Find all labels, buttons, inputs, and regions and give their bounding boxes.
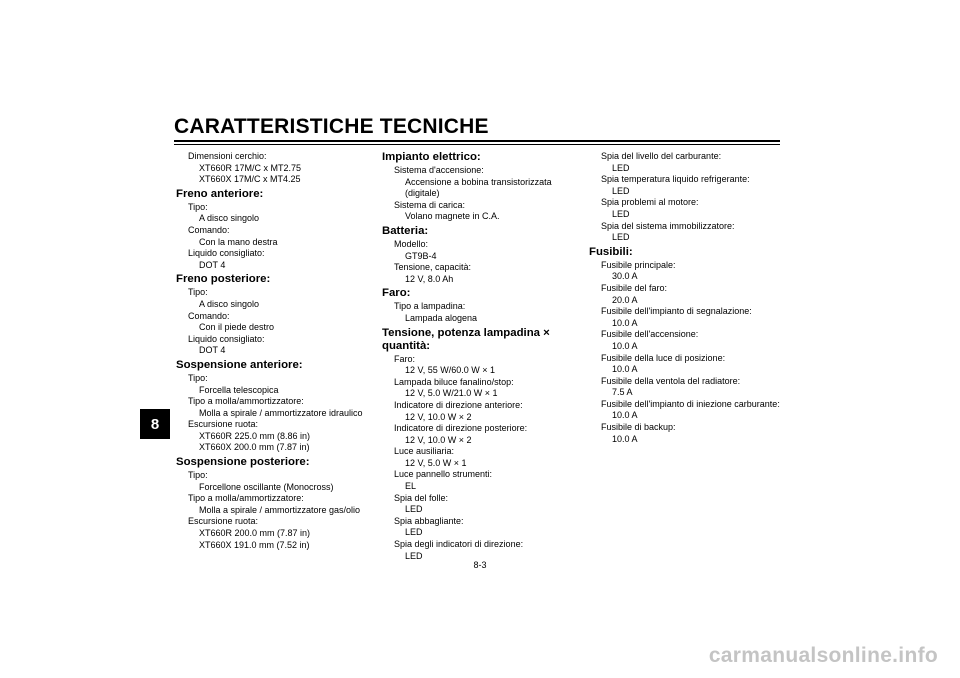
spec-value: LED bbox=[405, 504, 423, 515]
spec-value: Forcella telescopica bbox=[199, 384, 279, 395]
spec-label: Indicatore di direzione anteriore: bbox=[394, 399, 523, 410]
spec-value: XT660X 200.0 mm (7.87 in) bbox=[199, 442, 310, 453]
spec-label: Sistema di carica: bbox=[394, 199, 466, 210]
section-heading: Freno anteriore: bbox=[176, 187, 264, 200]
spec-value: 12 V, 5.0 W × 1 bbox=[405, 457, 467, 468]
spec-label: Tipo: bbox=[188, 201, 208, 212]
section-heading: Tensione, potenza lampadina × quantità: bbox=[382, 326, 550, 352]
spec-value: XT660R 225.0 mm (8.86 in) bbox=[199, 430, 311, 441]
section-heading: Sospensione posteriore: bbox=[176, 456, 310, 469]
title-rule-thin bbox=[174, 144, 780, 145]
spec-label: Comando: bbox=[188, 224, 230, 235]
spec-value: A disco singolo bbox=[199, 213, 260, 224]
spec-value: Forcellone oscillante (Monocross) bbox=[199, 481, 334, 492]
spec-label: Faro: bbox=[394, 353, 416, 364]
spec-value: XT660X 17M/C x MT4.25 bbox=[199, 174, 301, 185]
spec-value: XT660X 191.0 mm (7.52 in) bbox=[199, 539, 310, 550]
spec-value: 12 V, 5.0 W/21.0 W × 1 bbox=[405, 388, 498, 399]
spec-label: Tipo: bbox=[188, 372, 208, 383]
spec-value: 12 V, 10.0 W × 2 bbox=[405, 434, 472, 445]
spec-value: 10.0 A bbox=[612, 317, 638, 328]
section-heading: Batteria: bbox=[382, 224, 429, 237]
spec-value: DOT 4 bbox=[199, 259, 226, 270]
spec-label: Fusibile dell'accensione: bbox=[601, 329, 699, 340]
spec-value: Con la mano destra bbox=[199, 236, 278, 247]
spec-label: Spia problemi al motore: bbox=[601, 197, 699, 208]
spec-value: Volano magnete in C.A. bbox=[405, 211, 500, 222]
spec-value: Molla a spirale / ammortizzatore gas/olio bbox=[199, 504, 361, 515]
section-heading: Faro: bbox=[382, 287, 411, 300]
spec-value: A disco singolo bbox=[199, 298, 260, 309]
spec-label: Tipo a lampadina: bbox=[394, 301, 466, 312]
section-heading: Sospensione anteriore: bbox=[176, 358, 303, 371]
spec-column-3 bbox=[589, 151, 789, 445]
spec-value: LED bbox=[612, 185, 630, 196]
spec-label: Lampada biluce fanalino/stop: bbox=[394, 376, 514, 387]
spec-value: 30.0 A bbox=[612, 271, 638, 282]
spec-value: LED bbox=[405, 527, 423, 538]
page-title: CARATTERISTICHE TECNICHE bbox=[174, 115, 489, 138]
spec-label: Spia abbagliante: bbox=[394, 515, 464, 526]
spec-label: Dimensioni cerchio: bbox=[188, 151, 267, 161]
section-heading: Freno posteriore: bbox=[176, 273, 271, 286]
spec-label: Indicatore di direzione posteriore: bbox=[394, 423, 528, 434]
section-heading: Impianto elettrico: bbox=[382, 151, 481, 163]
page-number: 8-3 bbox=[473, 560, 487, 570]
spec-value: DOT 4 bbox=[199, 345, 226, 356]
spec-label: Fusibile dell'impianto di iniezione carburante: bbox=[601, 398, 780, 409]
spec-value: 12 V, 10.0 W × 2 bbox=[405, 411, 472, 422]
spec-label: Tensione, capacità: bbox=[394, 262, 472, 273]
spec-value: 20.0 A bbox=[612, 294, 638, 305]
spec-label: Escursione ruota: bbox=[188, 419, 259, 430]
spec-value: LED bbox=[405, 550, 423, 561]
spec-value: Accensione a bobina transistorizzata bbox=[405, 176, 552, 187]
spec-value: 10.0 A bbox=[612, 364, 638, 375]
spec-value: 10.0 A bbox=[612, 340, 638, 351]
spec-label: Fusibile principale: bbox=[601, 259, 676, 270]
watermark: carmanualsonline.info bbox=[708, 644, 938, 667]
chapter-tab: 8 bbox=[140, 409, 170, 439]
spec-label: Spia degli indicatori di direzione: bbox=[394, 539, 524, 550]
spec-value: XT660R 200.0 mm (7.87 in) bbox=[199, 528, 311, 539]
spec-value: Molla a spirale / ammortizzatore idraulico bbox=[199, 407, 363, 418]
spec-label: Fusibile di backup: bbox=[601, 422, 676, 433]
spec-label: Escursione ruota: bbox=[188, 516, 259, 527]
spec-label: Spia del sistema immobilizzatore: bbox=[601, 220, 735, 231]
spec-value: LED bbox=[612, 208, 630, 219]
spec-value: 12 V, 8.0 Ah bbox=[405, 273, 454, 284]
spec-column-2 bbox=[382, 151, 582, 562]
spec-label: Fusibile dell'impianto di segnalazione: bbox=[601, 306, 752, 317]
spec-label: Tipo: bbox=[188, 470, 208, 481]
spec-value: 7.5 A bbox=[612, 387, 633, 398]
spec-label: Tipo: bbox=[188, 287, 208, 298]
spec-label: Modello: bbox=[394, 238, 429, 249]
section-heading: Fusibili: bbox=[589, 245, 633, 258]
spec-value: 10.0 A bbox=[612, 433, 638, 444]
spec-label: Comando: bbox=[188, 310, 230, 321]
spec-value: XT660R 17M/C x MT2.75 bbox=[199, 162, 302, 173]
spec-label: Luce ausiliaria: bbox=[394, 446, 455, 457]
spec-value: Con il piede destro bbox=[199, 322, 275, 333]
spec-value: LED bbox=[612, 162, 630, 173]
spec-value: Lampada alogena bbox=[405, 312, 478, 323]
spec-label: Liquido consigliato: bbox=[188, 333, 265, 344]
spec-value: 10.0 A bbox=[612, 410, 638, 421]
spec-value: LED bbox=[612, 232, 630, 243]
spec-label: Tipo a molla/ammortizzatore: bbox=[188, 493, 304, 504]
spec-label: Fusibile della ventola del radiatore: bbox=[601, 375, 741, 386]
spec-label: Spia del livello del carburante: bbox=[601, 151, 722, 161]
spec-label: Fusibile della luce di posizione: bbox=[601, 352, 726, 363]
spec-label: Fusibile del faro: bbox=[601, 282, 668, 293]
spec-value: EL bbox=[405, 481, 417, 492]
spec-label: Tipo a molla/ammortizzatore: bbox=[188, 396, 304, 407]
spec-value: 12 V, 55 W/60.0 W × 1 bbox=[405, 365, 495, 376]
spec-value: (digitale) bbox=[405, 188, 440, 199]
spec-label: Luce pannello strumenti: bbox=[394, 469, 493, 480]
title-rule-thick bbox=[174, 140, 780, 142]
spec-label: Spia temperatura liquido refrigerante: bbox=[601, 174, 750, 185]
spec-value: GT9B-4 bbox=[405, 250, 437, 261]
spec-label: Sistema d'accensione: bbox=[394, 165, 484, 175]
spec-label: Liquido consigliato: bbox=[188, 248, 265, 259]
spec-column-1 bbox=[176, 151, 376, 551]
spec-label: Spia del folle: bbox=[394, 492, 449, 503]
